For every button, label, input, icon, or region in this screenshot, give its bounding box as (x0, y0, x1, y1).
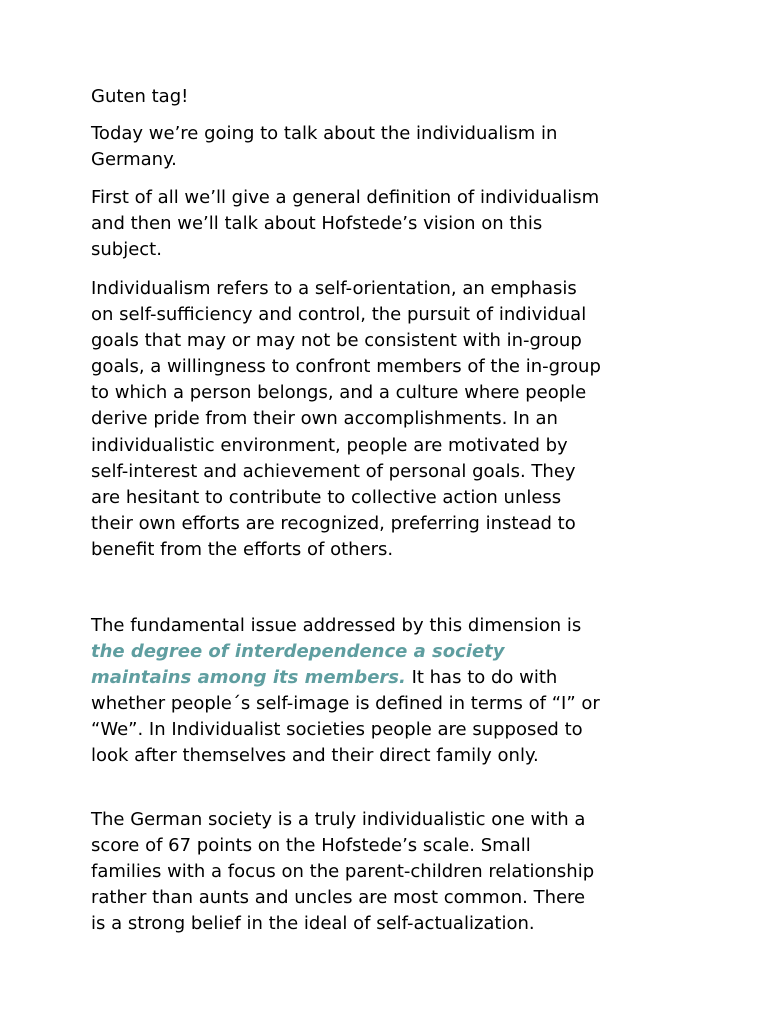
text-line: Today we’re going to talk about the individualism in (91, 123, 558, 144)
text-line: score of 67 points on the Hofstede’s scale. Small (91, 835, 531, 857)
text-line: benefit from the efforts of others. (91, 538, 394, 560)
plan-paragraph (91, 185, 599, 263)
text-line: their own efforts are recognized, preferring instead to (91, 512, 576, 534)
text-line: goals that may or may not be consistent with in-group (91, 330, 582, 352)
text-line: Individualism refers to a self-orientation, an emphasis (91, 278, 577, 299)
highlighted-text: the degree of interdependence a society (91, 641, 505, 663)
text-line: rather than aunts and uncles are most common. There (91, 887, 586, 909)
text-line: Germany. (91, 149, 177, 171)
text-line: are hesitant to contribute to collective action unless (91, 486, 562, 508)
text-line: The fundamental issue addressed by this dimension is (91, 615, 582, 636)
text-line: individualistic environment, people are motivated by (91, 434, 568, 456)
greeting-text: Guten tag! (91, 86, 189, 107)
highlighted-text: maintains among its members. (91, 667, 406, 689)
text-segment: It has to do with (405, 667, 558, 689)
text-line: self-interest and achievement of personal goals. They (91, 460, 576, 482)
text-line: look after themselves and their direct family only. (91, 745, 539, 767)
german-paragraph (91, 807, 594, 937)
text-line: families with a focus on the parent-children relationship (91, 861, 595, 883)
text-line: “We”. In Individualist societies people are supposed to (91, 719, 583, 741)
greeting (91, 84, 188, 110)
text-line: and then we’ll talk about Hofstede’s vision on this (91, 213, 543, 235)
text-line: whether people´s self-image is defined in terms of “I” or (91, 693, 600, 715)
text-line: on self-sufficiency and control, the pursuit of individual (91, 304, 587, 326)
text-line: The German society is a truly individualistic one with a (91, 809, 586, 830)
text-line: First of all we’ll give a general definition of individualism (91, 187, 600, 208)
text-line: goals, a willingness to confront members of the in-group (91, 356, 601, 378)
intro-paragraph (91, 121, 557, 173)
text-line: to which a person belongs, and a culture where people (91, 382, 587, 404)
definition-paragraph (91, 276, 601, 563)
text-line: subject. (91, 239, 162, 261)
text-line: derive pride from their own accomplishments. In an (91, 408, 558, 430)
text-line (91, 665, 600, 691)
fundamental-paragraph (91, 613, 600, 770)
text-line: is a strong belief in the ideal of self-actualization. (91, 913, 535, 935)
